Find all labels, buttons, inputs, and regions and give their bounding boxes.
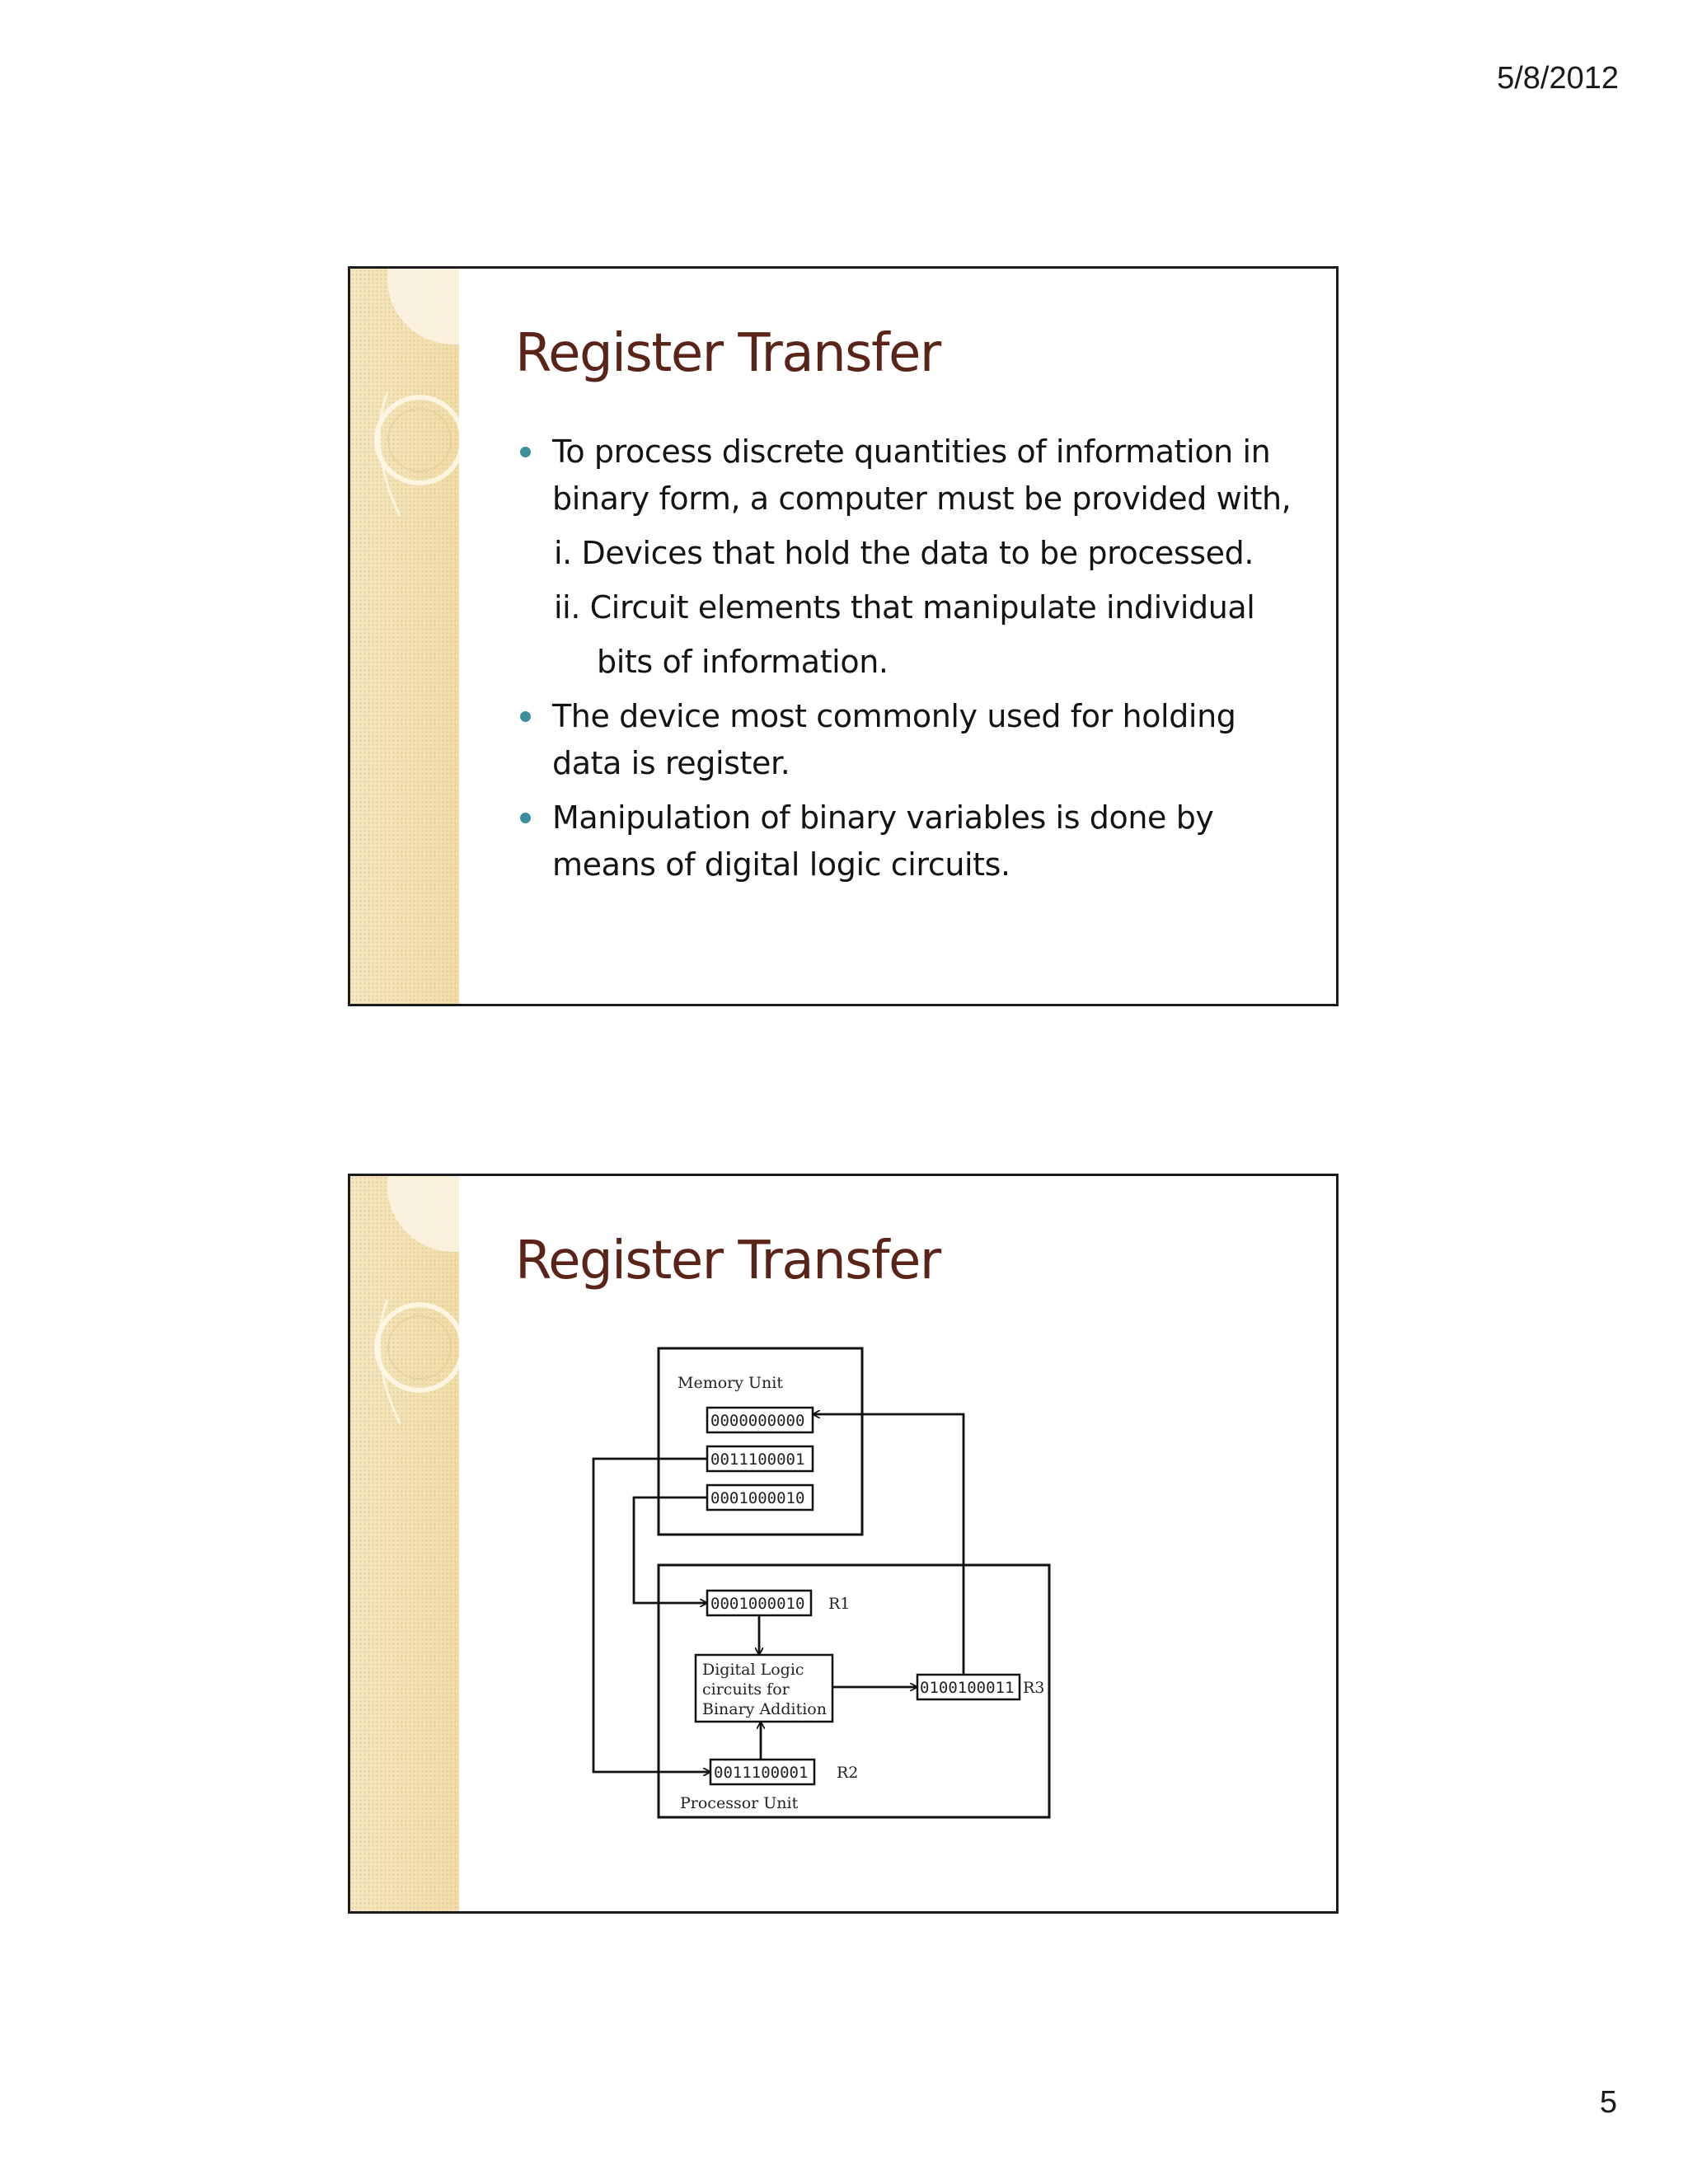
bullet-text: data is register. (552, 745, 790, 781)
slide-1 (348, 266, 1339, 1006)
memory-word: 0000000000 (710, 1412, 805, 1430)
logic-circuit-label: Digital Logic (702, 1661, 804, 1679)
sub-item: ii. Circuit elements that manipulate individual (554, 589, 1255, 626)
bullet-text: Manipulation of binary variables is done by (552, 799, 1214, 836)
register-r2-value: 0011100001 (714, 1764, 809, 1782)
slide-title: Register Transfer (515, 323, 940, 384)
register-transfer-diagram (350, 1176, 1336, 1911)
logic-circuit-label: circuits for (702, 1680, 790, 1699)
bullet-item (518, 429, 1309, 523)
sub-item: i. Devices that hold the data to be processed. (554, 535, 1254, 571)
page-number: 5 (1599, 2085, 1617, 2120)
memory-word: 0011100001 (710, 1451, 805, 1469)
bullet-dot-icon (520, 813, 531, 823)
bullet-text: The device most commonly used for holding (552, 698, 1236, 734)
bullet-text: binary form, a computer must be provided with, (552, 480, 1292, 517)
register-r3-label: R3 (1023, 1679, 1045, 1697)
bullet-text: means of digital logic circuits. (552, 846, 1010, 883)
bullet-list (518, 429, 1309, 888)
bullet-dot-icon (520, 447, 531, 457)
logic-circuit-label: Binary Addition (702, 1700, 827, 1718)
connector-mem3-to-r1 (634, 1497, 707, 1603)
page-date: 5/8/2012 (1497, 61, 1619, 96)
memory-unit-label: Memory Unit (678, 1374, 783, 1392)
processor-unit-label: Processor Unit (680, 1794, 799, 1812)
connector-r3-to-mem1 (813, 1414, 964, 1675)
bullet-text: To process discrete quantities of information in (552, 434, 1271, 470)
sub-item-continuation: bits of information. (597, 644, 889, 680)
register-r1-value: 0001000010 (710, 1595, 805, 1613)
register-r3-value: 0100100011 (920, 1679, 1015, 1697)
bullet-item (518, 693, 1309, 787)
register-r1-label: R1 (828, 1595, 851, 1613)
slide-sidebar-decoration (350, 269, 459, 1004)
bullet-item (518, 794, 1309, 888)
connector-mem2-to-r2 (593, 1459, 710, 1772)
bullet-dot-icon (520, 711, 531, 722)
slide-title: Register Transfer (515, 1230, 940, 1291)
slide-2 (348, 1174, 1339, 1914)
register-r2-label: R2 (837, 1764, 859, 1782)
memory-word: 0001000010 (710, 1489, 805, 1507)
